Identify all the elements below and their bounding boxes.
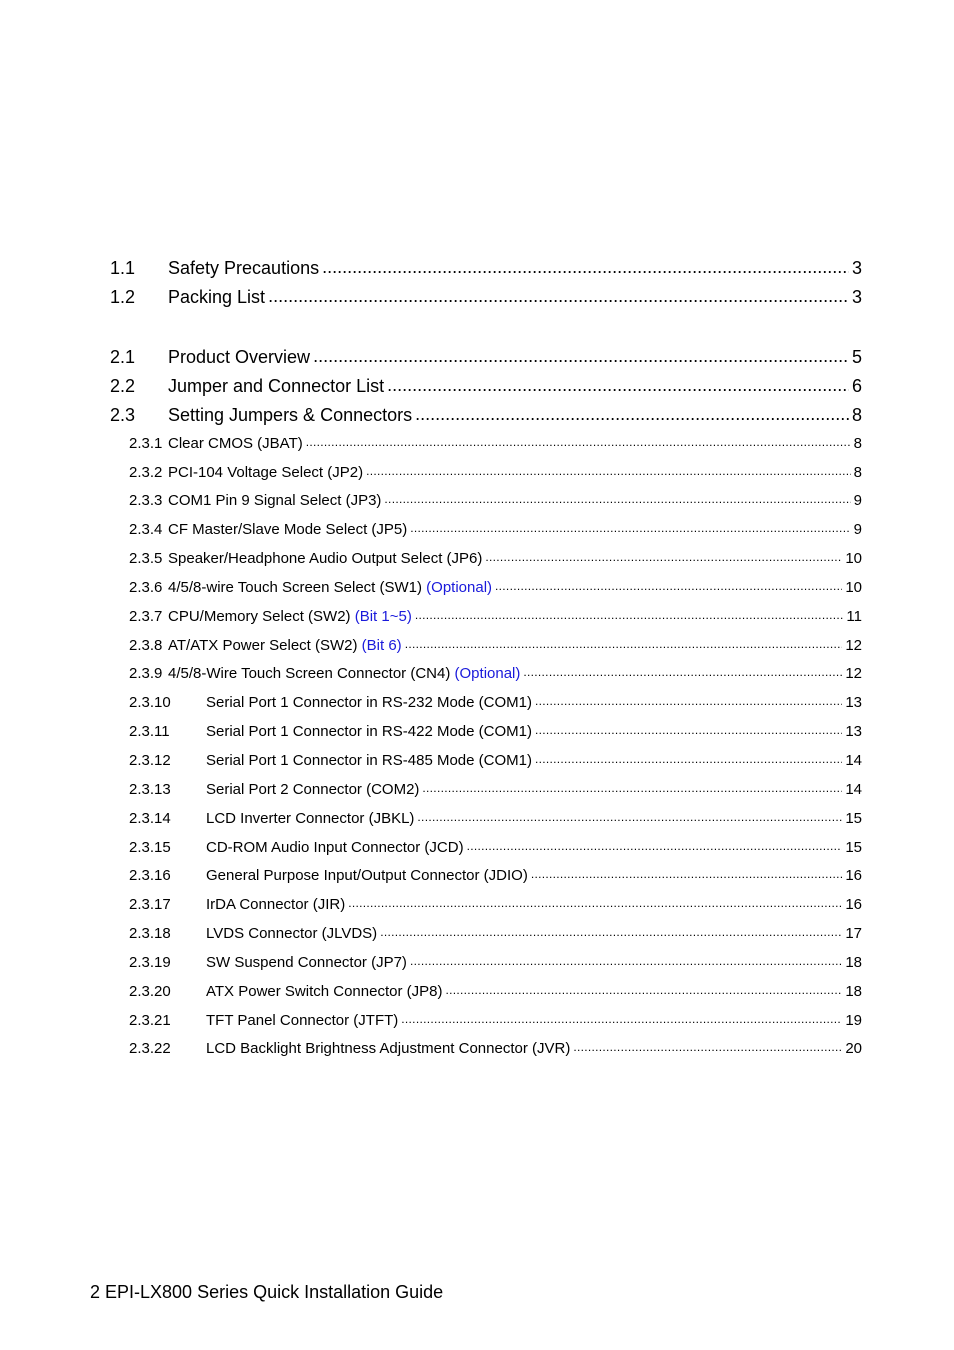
toc-entry-2-3-9[interactable]: [110, 664, 862, 684]
toc-page-number: 9: [853, 521, 862, 538]
toc-entry-2-3-17[interactable]: [110, 895, 862, 915]
toc-title-text: AT/ATX Power Select (SW2): [168, 637, 358, 654]
dot-leader: [467, 838, 843, 858]
dot-leader: [495, 578, 842, 598]
dot-leader: [535, 693, 842, 713]
toc-title: TFT Panel Connector (JTFT): [206, 1012, 399, 1029]
toc-page-number: 13: [845, 723, 862, 740]
toc-number: 2.3.13: [129, 781, 171, 798]
dot-leader: [401, 1011, 842, 1031]
dot-leader: [384, 491, 850, 511]
toc-page-number: 8: [851, 405, 862, 425]
toc-optional-note: (Optional): [426, 579, 493, 596]
toc-number: 1.2: [110, 287, 136, 307]
toc-title: Serial Port 1 Connector in RS-422 Mode (COM1): [206, 723, 532, 740]
toc-entry-2-3-3[interactable]: [110, 491, 862, 511]
toc-title: Clear CMOS (JBAT): [168, 435, 303, 452]
toc-page-number: 19: [845, 1012, 862, 1029]
toc-entry-2-3-13[interactable]: [110, 780, 862, 800]
toc-number: 2.3.15: [129, 839, 171, 856]
toc-entry-2-3-8[interactable]: [110, 636, 862, 656]
toc-entry-2-3-10[interactable]: [110, 693, 862, 713]
toc-title: PCI-104 Voltage Select (JP2): [168, 464, 364, 481]
toc-page-number: 16: [845, 896, 862, 913]
toc-page-number: 15: [845, 839, 862, 856]
toc-page-number: 18: [845, 954, 862, 971]
toc-entry-2-3-19[interactable]: [110, 953, 862, 973]
dot-leader: [417, 809, 842, 829]
toc-number: 2.3.7: [129, 608, 163, 625]
toc-title-text: 4/5/8-wire Touch Screen Select (SW1): [168, 579, 422, 596]
toc-title: Speaker/Headphone Audio Output Select (JP6): [168, 550, 483, 567]
toc-number: 2.3.21: [129, 1012, 171, 1029]
toc-title: General Purpose Input/Output Connector (JDIO): [206, 867, 528, 884]
toc-number: 2.3.22: [129, 1040, 171, 1057]
toc-number: 2.3.10: [129, 694, 171, 711]
dot-leader: [387, 375, 849, 397]
toc-title: Serial Port 2 Connector (COM2): [206, 781, 420, 798]
dot-leader: [445, 982, 842, 1002]
toc-title-text: CPU/Memory Select (SW2): [168, 608, 351, 625]
toc-entry-2-3-16[interactable]: [110, 866, 862, 886]
toc-title: [168, 636, 402, 656]
dot-leader: [415, 607, 844, 627]
dot-leader: [322, 257, 849, 279]
toc-title: LCD Backlight Brightness Adjustment Connector (JVR): [206, 1040, 571, 1057]
toc-page-number: 10: [845, 550, 862, 567]
toc-page-number: 13: [845, 694, 862, 711]
toc-entry-2-3-14[interactable]: [110, 809, 862, 829]
toc-page-number: 18: [845, 983, 862, 1000]
toc-entry-2-3-21[interactable]: [110, 1011, 862, 1031]
toc-number: 2.3: [110, 405, 136, 425]
toc-page-number: 11: [846, 608, 862, 625]
toc-page-number: 14: [845, 781, 862, 798]
toc-title: LVDS Connector (JLVDS): [206, 925, 378, 942]
toc-number: 2.3.19: [129, 954, 171, 971]
toc-number: 2.3.20: [129, 983, 171, 1000]
toc-number: 2.3.6: [129, 579, 163, 596]
dot-leader: [380, 924, 842, 944]
toc-page-number: 14: [845, 752, 862, 769]
toc-number: 2.3.3: [129, 492, 163, 509]
dot-leader: [366, 463, 851, 483]
toc-entry-2-3-6[interactable]: [110, 578, 862, 598]
toc-entry-2-3-11[interactable]: [110, 722, 862, 742]
toc-number: 2.3.18: [129, 925, 171, 942]
toc-number: 2.3.17: [129, 896, 171, 913]
toc-page-number: 20: [845, 1040, 862, 1057]
toc-page-number: 16: [845, 867, 862, 884]
toc-title: Serial Port 1 Connector in RS-232 Mode (COM1): [206, 694, 532, 711]
toc-title: COM1 Pin 9 Signal Select (JP3): [168, 492, 382, 509]
toc-number: 2.1: [110, 347, 136, 367]
dot-leader: [535, 751, 842, 771]
toc-number: 2.3.1: [129, 435, 163, 452]
toc-title: Setting Jumpers & Connectors: [168, 405, 413, 425]
toc-number: 2.3.9: [129, 665, 163, 682]
dot-leader: [573, 1039, 842, 1059]
toc-page-number: 17: [845, 925, 862, 942]
dot-leader: [348, 895, 842, 915]
toc-page-number: 10: [845, 579, 862, 596]
toc-number: 2.3.5: [129, 550, 163, 567]
toc-page-number: 15: [845, 810, 862, 827]
dot-leader: [422, 780, 842, 800]
dot-leader: [313, 346, 849, 368]
toc-entry-2-3-4[interactable]: [110, 520, 862, 540]
toc-title: CF Master/Slave Mode Select (JP5): [168, 521, 408, 538]
page-footer: 2 EPI-LX800 Series Quick Installation Guide: [90, 1282, 444, 1302]
toc-entry-2-3-5[interactable]: [110, 549, 862, 569]
dot-leader: [415, 404, 849, 426]
toc-page-number: 3: [851, 287, 862, 307]
toc-entry-2-3-2[interactable]: [110, 463, 862, 483]
toc-page-number: 8: [853, 435, 862, 452]
toc-optional-note: (Bit 6): [361, 637, 402, 654]
dot-leader: [531, 866, 842, 886]
toc-title: ATX Power Switch Connector (JP8): [206, 983, 443, 1000]
toc-title: Serial Port 1 Connector in RS-485 Mode (COM1): [206, 752, 532, 769]
dot-leader: [410, 953, 842, 973]
toc-entry-2-3-18[interactable]: [110, 924, 862, 944]
toc-page-number: 3: [851, 258, 862, 278]
toc-entry-2-3-7[interactable]: [110, 607, 862, 627]
toc-title: [168, 607, 412, 627]
toc-entry-2-3-22[interactable]: [110, 1039, 862, 1059]
toc-number: 2.3.2: [129, 464, 163, 481]
dot-leader: [485, 549, 842, 569]
toc-number: 2.3.12: [129, 752, 171, 769]
toc-title: [168, 664, 520, 684]
toc-page-number: 6: [851, 376, 862, 396]
toc-title: SW Suspend Connector (JP7): [206, 954, 407, 971]
toc-entry-2-3[interactable]: [110, 404, 862, 426]
dot-leader: [306, 434, 851, 454]
toc-page-number: 5: [851, 347, 862, 367]
toc-entry-1-2[interactable]: [110, 286, 862, 308]
toc-title: Packing List: [168, 287, 266, 307]
toc-entry-2-3-12[interactable]: [110, 751, 862, 771]
toc-title: Safety Precautions: [168, 258, 320, 278]
dot-leader: [405, 636, 843, 656]
toc-entry-2-2[interactable]: [110, 375, 862, 397]
toc-entry-2-1[interactable]: [110, 346, 862, 368]
toc-number: 2.3.16: [129, 867, 171, 884]
toc-number: 2.3.14: [129, 810, 171, 827]
toc-number: 2.2: [110, 376, 136, 396]
toc-entry-1-1[interactable]: [110, 257, 862, 279]
toc-entry-2-3-20[interactable]: [110, 982, 862, 1002]
dot-leader: [410, 520, 850, 540]
toc-title: Jumper and Connector List: [168, 376, 385, 396]
toc-number: 1.1: [110, 258, 136, 278]
toc-optional-note: (Bit 1~5): [354, 608, 412, 625]
toc-page-number: 9: [853, 492, 862, 509]
toc-page-number: 8: [853, 464, 862, 481]
toc-title-text: 4/5/8-Wire Touch Screen Connector (CN4): [168, 665, 451, 682]
toc-number: 2.3.8: [129, 637, 163, 654]
toc-title: CD-ROM Audio Input Connector (JCD): [206, 839, 464, 856]
toc-entry-2-3-15[interactable]: [110, 838, 862, 858]
dot-leader: [268, 286, 849, 308]
toc-number: 2.3.4: [129, 521, 163, 538]
toc-number: 2.3.11: [129, 723, 170, 740]
toc-title: [168, 578, 492, 598]
toc-title: LCD Inverter Connector (JBKL): [206, 810, 415, 827]
toc-optional-note: (Optional): [454, 665, 521, 682]
toc-page-number: 12: [845, 637, 862, 654]
toc-title: IrDA Connector (JIR): [206, 896, 346, 913]
toc-entry-2-3-1[interactable]: [110, 434, 862, 454]
dot-leader: [535, 722, 842, 742]
dot-leader: [523, 664, 842, 684]
toc-page-number: 12: [845, 665, 862, 682]
toc-title: Product Overview: [168, 347, 311, 367]
